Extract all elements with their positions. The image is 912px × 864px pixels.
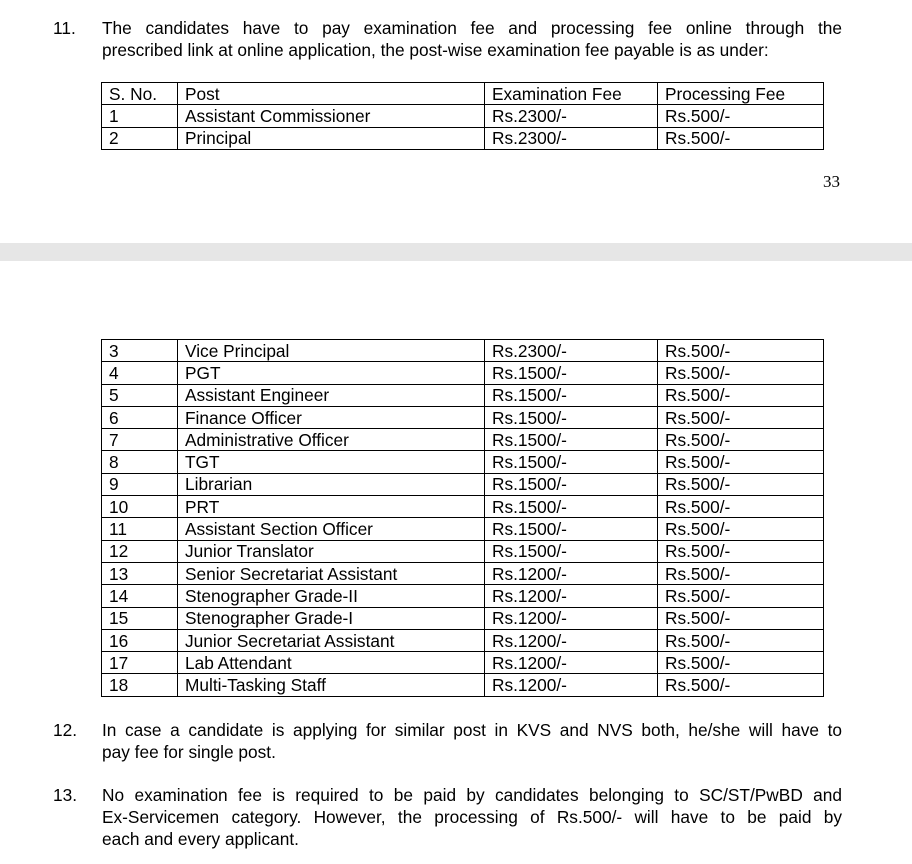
paragraph-line: No examination fee is required to be paid by candidates belonging to SC/ST/PwBD and: [102, 785, 842, 805]
cell-exam-fee: Rs.1200/-: [485, 585, 658, 607]
cell-sno: 14: [102, 585, 178, 607]
cell-sno: 8: [102, 451, 178, 473]
cell-sno: 5: [102, 384, 178, 406]
cell-exam-fee: Rs.1500/-: [485, 496, 658, 518]
cell-sno: 2: [102, 127, 178, 149]
table-row: [102, 629, 824, 651]
cell-post: Junior Secretariat Assistant: [178, 629, 485, 651]
table-row: [102, 340, 824, 362]
cell-exam-fee: Rs.1200/-: [485, 652, 658, 674]
cell-processing-fee: Rs.500/-: [658, 607, 824, 629]
header-post: Post: [178, 83, 485, 105]
cell-post: Vice Principal: [178, 340, 485, 362]
table-header-row: [102, 83, 824, 105]
table-row: [102, 607, 824, 629]
cell-post: Stenographer Grade-I: [178, 607, 485, 629]
header-exam-fee: Examination Fee: [485, 83, 658, 105]
table-row: [102, 585, 824, 607]
table-row: [102, 429, 824, 451]
paragraph-line: The candidates have to pay examination fee and processing fee online through the: [102, 18, 842, 38]
table-row: [102, 384, 824, 406]
paragraph-line: Ex-Servicemen category. However, the processing of Rs.500/- will have to be paid by: [102, 807, 842, 827]
paragraph-number: 11.: [53, 18, 76, 38]
fee-table-part-2: [101, 339, 824, 697]
cell-processing-fee: Rs.500/-: [658, 540, 824, 562]
paragraph-line: In case a candidate is applying for similar post in KVS and NVS both, he/she will have to: [102, 720, 842, 740]
cell-exam-fee: Rs.1500/-: [485, 429, 658, 451]
cell-post: Lab Attendant: [178, 652, 485, 674]
cell-post: Administrative Officer: [178, 429, 485, 451]
cell-sno: 16: [102, 629, 178, 651]
cell-exam-fee: Rs.1500/-: [485, 540, 658, 562]
cell-post: Junior Translator: [178, 540, 485, 562]
cell-sno: 15: [102, 607, 178, 629]
cell-post: Stenographer Grade-II: [178, 585, 485, 607]
cell-exam-fee: Rs.2300/-: [485, 105, 658, 127]
cell-processing-fee: Rs.500/-: [658, 518, 824, 540]
table-row: [102, 127, 824, 149]
cell-processing-fee: Rs.500/-: [658, 429, 824, 451]
cell-exam-fee: Rs.1500/-: [485, 451, 658, 473]
paragraph-line: pay fee for single post.: [102, 742, 276, 762]
cell-processing-fee: Rs.500/-: [658, 496, 824, 518]
cell-exam-fee: Rs.1200/-: [485, 607, 658, 629]
paragraph-text: [102, 17, 842, 61]
cell-post: Finance Officer: [178, 406, 485, 428]
table-row: [102, 652, 824, 674]
cell-exam-fee: Rs.1500/-: [485, 406, 658, 428]
cell-post: Assistant Section Officer: [178, 518, 485, 540]
cell-processing-fee: Rs.500/-: [658, 105, 824, 127]
cell-processing-fee: Rs.500/-: [658, 340, 824, 362]
cell-post: TGT: [178, 451, 485, 473]
cell-exam-fee: Rs.1200/-: [485, 674, 658, 696]
cell-exam-fee: Rs.1500/-: [485, 362, 658, 384]
cell-exam-fee: Rs.2300/-: [485, 127, 658, 149]
cell-post: Senior Secretariat Assistant: [178, 562, 485, 584]
cell-post: Multi-Tasking Staff: [178, 674, 485, 696]
cell-post: PRT: [178, 496, 485, 518]
cell-processing-fee: Rs.500/-: [658, 127, 824, 149]
cell-sno: 9: [102, 473, 178, 495]
table-row: [102, 362, 824, 384]
cell-processing-fee: Rs.500/-: [658, 406, 824, 428]
paragraph-text: [102, 719, 842, 763]
cell-processing-fee: Rs.500/-: [658, 473, 824, 495]
cell-sno: 17: [102, 652, 178, 674]
cell-sno: 6: [102, 406, 178, 428]
table-row: [102, 562, 824, 584]
cell-processing-fee: Rs.500/-: [658, 674, 824, 696]
table-row: [102, 518, 824, 540]
fee-table-part-1: [101, 82, 824, 150]
paragraph-line: each and every applicant.: [102, 829, 299, 849]
cell-post: Librarian: [178, 473, 485, 495]
page-number: 33: [823, 172, 840, 191]
cell-post: Assistant Engineer: [178, 384, 485, 406]
cell-sno: 18: [102, 674, 178, 696]
paragraph-text: [102, 784, 842, 850]
cell-sno: 7: [102, 429, 178, 451]
cell-post: PGT: [178, 362, 485, 384]
cell-processing-fee: Rs.500/-: [658, 629, 824, 651]
cell-processing-fee: Rs.500/-: [658, 362, 824, 384]
cell-sno: 13: [102, 562, 178, 584]
cell-sno: 1: [102, 105, 178, 127]
cell-processing-fee: Rs.500/-: [658, 384, 824, 406]
cell-processing-fee: Rs.500/-: [658, 451, 824, 473]
cell-sno: 12: [102, 540, 178, 562]
table-row: [102, 105, 824, 127]
cell-exam-fee: Rs.1500/-: [485, 473, 658, 495]
cell-processing-fee: Rs.500/-: [658, 585, 824, 607]
cell-exam-fee: Rs.1500/-: [485, 384, 658, 406]
cell-processing-fee: Rs.500/-: [658, 562, 824, 584]
table-row: [102, 496, 824, 518]
header-processing-fee: Processing Fee: [658, 83, 824, 105]
table-row: [102, 451, 824, 473]
cell-exam-fee: Rs.2300/-: [485, 340, 658, 362]
cell-exam-fee: Rs.1500/-: [485, 518, 658, 540]
header-sno: S. No.: [102, 83, 178, 105]
table-row: [102, 473, 824, 495]
cell-processing-fee: Rs.500/-: [658, 652, 824, 674]
paragraph-number: 13.: [53, 785, 78, 805]
cell-post: Principal: [178, 127, 485, 149]
paragraph-line: prescribed link at online application, the post-wise examination fee payable is as under:: [102, 40, 769, 60]
cell-post: Assistant Commissioner: [178, 105, 485, 127]
cell-exam-fee: Rs.1200/-: [485, 562, 658, 584]
cell-sno: 3: [102, 340, 178, 362]
table-row: [102, 674, 824, 696]
cell-sno: 4: [102, 362, 178, 384]
cell-sno: 10: [102, 496, 178, 518]
page-separator: [0, 243, 912, 261]
table-row: [102, 406, 824, 428]
cell-exam-fee: Rs.1200/-: [485, 629, 658, 651]
table-row: [102, 540, 824, 562]
cell-sno: 11: [102, 518, 178, 540]
paragraph-number: 12.: [53, 720, 78, 740]
